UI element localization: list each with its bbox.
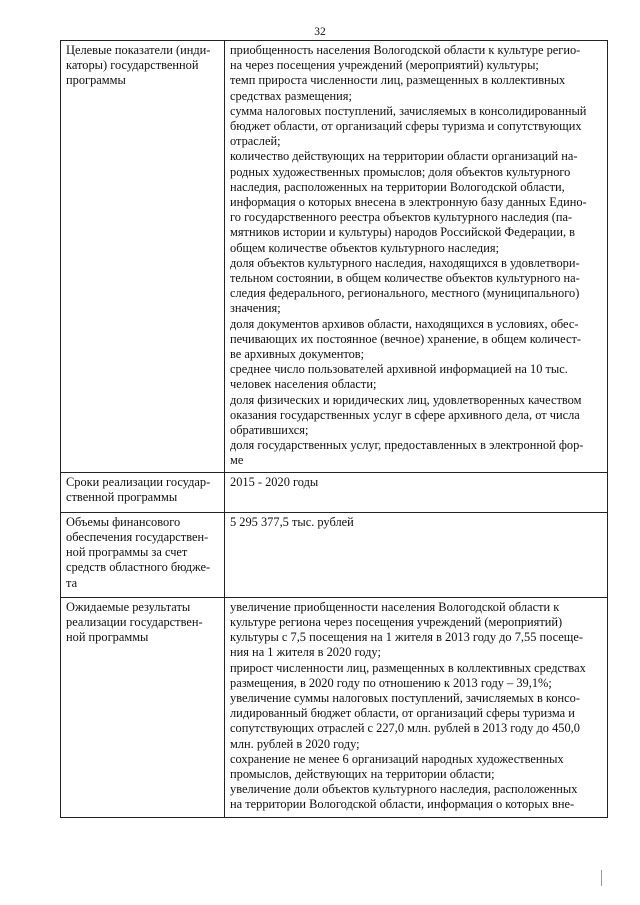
text-line: ной программы (66, 630, 149, 645)
text-line: мятников истории и культуры) народов Российской Федерации, в (230, 225, 575, 240)
indicators-label-cell (61, 41, 225, 473)
scan-edge-mark (601, 870, 602, 886)
text-line: прирост численности лиц, размещенных в коллективных средствах (230, 660, 586, 675)
text-line: Целевые показатели (инди- (66, 43, 211, 57)
text-line: отраслей; (230, 134, 281, 149)
text-line: Сроки реализации государ- (66, 474, 211, 489)
table-row-funding (61, 512, 608, 597)
text-line: млн. рублей в 2020 году; (230, 736, 360, 751)
text-line: ственной программы (66, 489, 178, 504)
text-line: Ожидаемые результаты (66, 599, 191, 614)
text-line: ве архивных документов; (230, 347, 365, 362)
text-line: печивающих их постоянное (вечное) хранение, в общем количест- (230, 331, 582, 346)
timeline-label-cell (61, 472, 225, 512)
text-line: человек населения области; (230, 377, 377, 392)
text-line: общем количестве объектов культурного наследия; (230, 240, 500, 255)
text-line: среднее число пользователей архивной информацией на 10 тыс. (230, 362, 568, 377)
text-line: родных художественных промыслов; доля объектов культурного (230, 164, 571, 179)
text-line: культуры с 7,5 посещения на 1 жителя в 2013 году до 7,55 посеще- (230, 630, 583, 645)
text-line: Объемы финансового (66, 514, 181, 529)
text-line: доля государственных услуг, предоставленных в электронной фор- (230, 438, 584, 453)
text-line: ме (230, 453, 244, 468)
text-line: доля объектов культурного наследия, находящихся в удовлетвори- (230, 255, 580, 270)
text-line: ной программы за счет (66, 545, 188, 560)
text-line: го государственного реестра объектов культурного наследия (па- (230, 210, 573, 225)
table-row-indicators (61, 41, 608, 473)
text-line: обеспечения государствен- (66, 529, 209, 544)
text-line: наследия, расположенных на территории Вологодской области, (230, 179, 565, 194)
text-line: доля физических и юридических лиц, удовлетворенных качеством (230, 392, 582, 407)
expected-results-content-cell (225, 597, 608, 817)
program-passport-table (60, 40, 608, 818)
table-row-timeline (61, 472, 608, 512)
text-line: лидированный бюджет области, от организаций сферы туризма и (230, 706, 575, 721)
page-number: 32 (314, 26, 326, 38)
expected-results-label-cell (61, 597, 225, 817)
text-line: культуре региона через посещения учреждений (мероприятий) (230, 614, 563, 629)
indicators-content-cell (225, 41, 608, 473)
text-line: средствах размещения; (230, 88, 352, 103)
timeline-content-cell (225, 472, 608, 512)
text-line: на через посещения учреждений (мероприятий) культуры; (230, 58, 539, 73)
text-line: увеличение приобщенности населения Вологодской области к (230, 599, 560, 614)
text-line: размещения, в 2020 году по отношению к 2013 году – 39,1%; (230, 675, 552, 690)
text-line: сумма налоговых поступлений, зачисляемых в консолидированный (230, 103, 587, 118)
text-line: сохранение не менее 6 организаций народных художественных (230, 751, 564, 766)
text-line: увеличение доли объектов культурного наследия, расположенных (230, 782, 578, 797)
text-line: каторы) государственной (66, 58, 199, 73)
text-line: программы (66, 73, 126, 88)
text-line: значения; (230, 301, 281, 316)
text-line: 2015 - 2020 годы (230, 474, 319, 489)
text-line: ния на 1 жителя в 2020 году; (230, 645, 381, 660)
funding-content-cell (225, 512, 608, 597)
text-line: количество действующих на территории области организаций на- (230, 149, 578, 164)
text-line: промыслов, действующих на территории области; (230, 766, 495, 781)
text-line: тельном состоянии, в общем количестве объектов культурного на- (230, 271, 580, 286)
text-line: увеличение суммы налоговых поступлений, зачисляемых в консо- (230, 690, 580, 705)
text-line: следия федерального, регионального, местного (муниципального) (230, 286, 580, 301)
funding-label-cell (61, 512, 225, 597)
table-row-expected-results (61, 597, 608, 817)
text-line: средств областного бюдже- (66, 560, 211, 575)
text-line: сопутствующих отраслей с 227,0 млн. рублей в 2013 году до 450,0 (230, 721, 580, 736)
text-line: на территории Вологодской области, информация о которых вне- (230, 797, 575, 812)
text-line: реализации государствен- (66, 614, 203, 629)
text-line: доля документов архивов области, находящихся в условиях, обес- (230, 316, 579, 331)
text-line: информация о которых внесена в электронную базу данных Едино- (230, 195, 587, 210)
text-line: оказания государственных услуг в сфере архивного дела, от числа (230, 407, 580, 422)
text-line: обратившихся; (230, 423, 309, 438)
text-line: 5 295 377,5 тыс. рублей (230, 514, 354, 529)
text-line: темп прироста численности лиц, размещенных в коллективных (230, 73, 566, 88)
text-line: бюджет области, от организаций сферы туризма и сопутствующих (230, 119, 582, 134)
text-line: приобщенность населения Вологодской области к культуре регио- (230, 43, 581, 57)
text-line: та (66, 575, 78, 590)
